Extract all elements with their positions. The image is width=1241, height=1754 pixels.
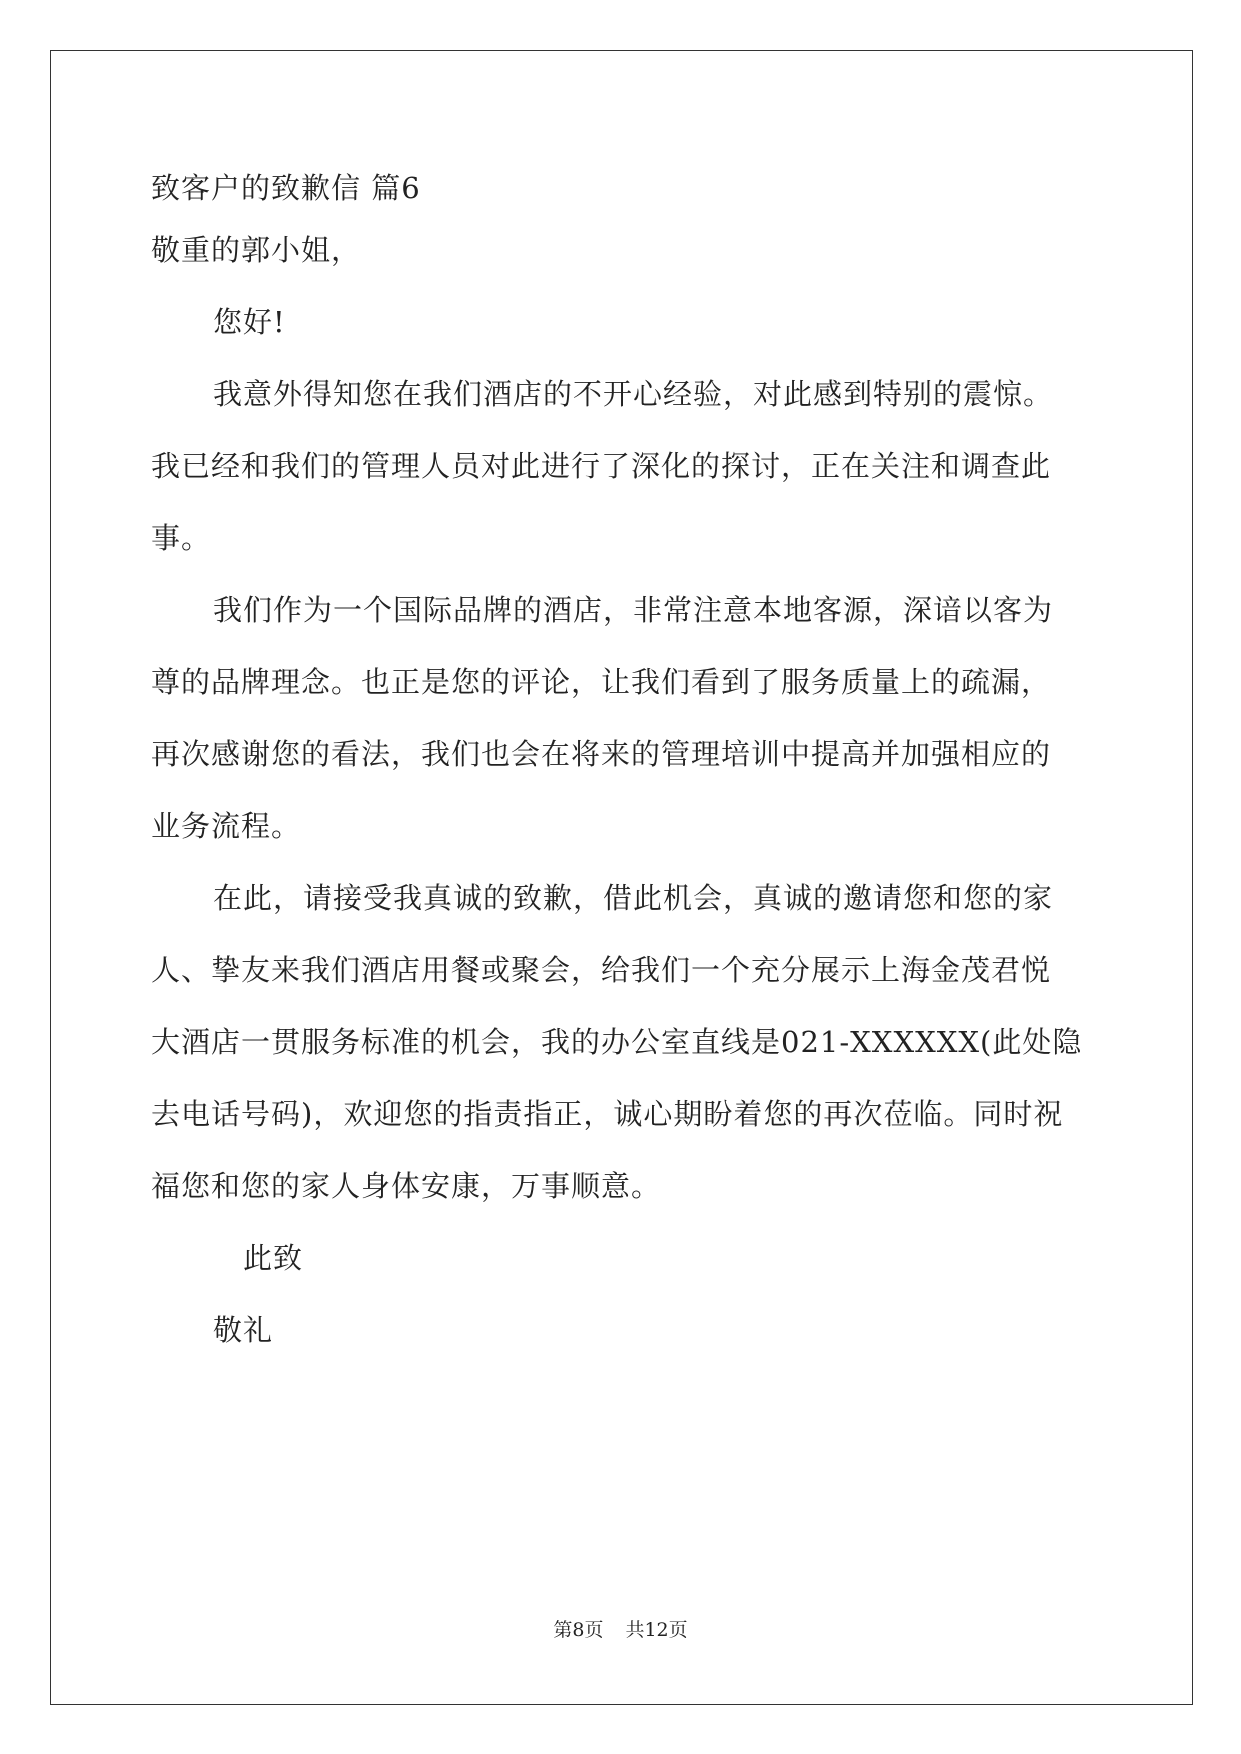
paragraph-2-line-1: 我们作为一个国际品牌的酒店，非常注意本地客源，深谙以客为: [213, 593, 1054, 627]
greeting: 您好!: [213, 305, 286, 339]
paragraph-3-line-1: 在此，请接受我真诚的致歉，借此机会，真诚的邀请您和您的家: [213, 881, 1054, 915]
salutation: 敬重的郭小姐，: [151, 233, 362, 267]
paragraph-2-line-2: 尊的品牌理念。也正是您的评论，让我们看到了服务质量上的疏漏，: [151, 665, 1052, 699]
paragraph-1-line-1: 我意外得知您在我们酒店的不开心经验，对此感到特别的震惊。: [213, 377, 1054, 411]
page-border: [50, 50, 1193, 1705]
paragraph-3-line-4: 去电话号码)，欢迎您的指责指正，诚心期盼着您的再次莅临。同时祝: [151, 1097, 1064, 1131]
paragraph-2-line-4: 业务流程。: [151, 809, 302, 843]
paragraph-1-line-3: 事。: [151, 521, 212, 555]
page-number-total: 共12页: [625, 1619, 688, 1641]
closing-line-1: 此致: [243, 1241, 304, 1275]
paragraph-3-line-3: 大酒店一贯服务标准的机会，我的办公室直线是021-XXXXXX(此处隐: [151, 1025, 1083, 1059]
page-number-current: 第8页: [553, 1619, 604, 1641]
paragraph-3-line-2: 人、挚友来我们酒店用餐或聚会，给我们一个充分展示上海金茂君悦: [151, 953, 1052, 987]
paragraph-1-line-2: 我已经和我们的管理人员对此进行了深化的探讨，正在关注和调查此: [151, 449, 1052, 483]
document-title: 致客户的致歉信 篇6: [151, 171, 421, 205]
paragraph-2-line-3: 再次感谢您的看法，我们也会在将来的管理培训中提高并加强相应的: [151, 737, 1052, 771]
paragraph-3-line-5: 福您和您的家人身体安康，万事顺意。: [151, 1169, 662, 1203]
page-footer: [0, 1618, 1241, 1642]
closing-line-2: 敬礼: [213, 1313, 274, 1347]
